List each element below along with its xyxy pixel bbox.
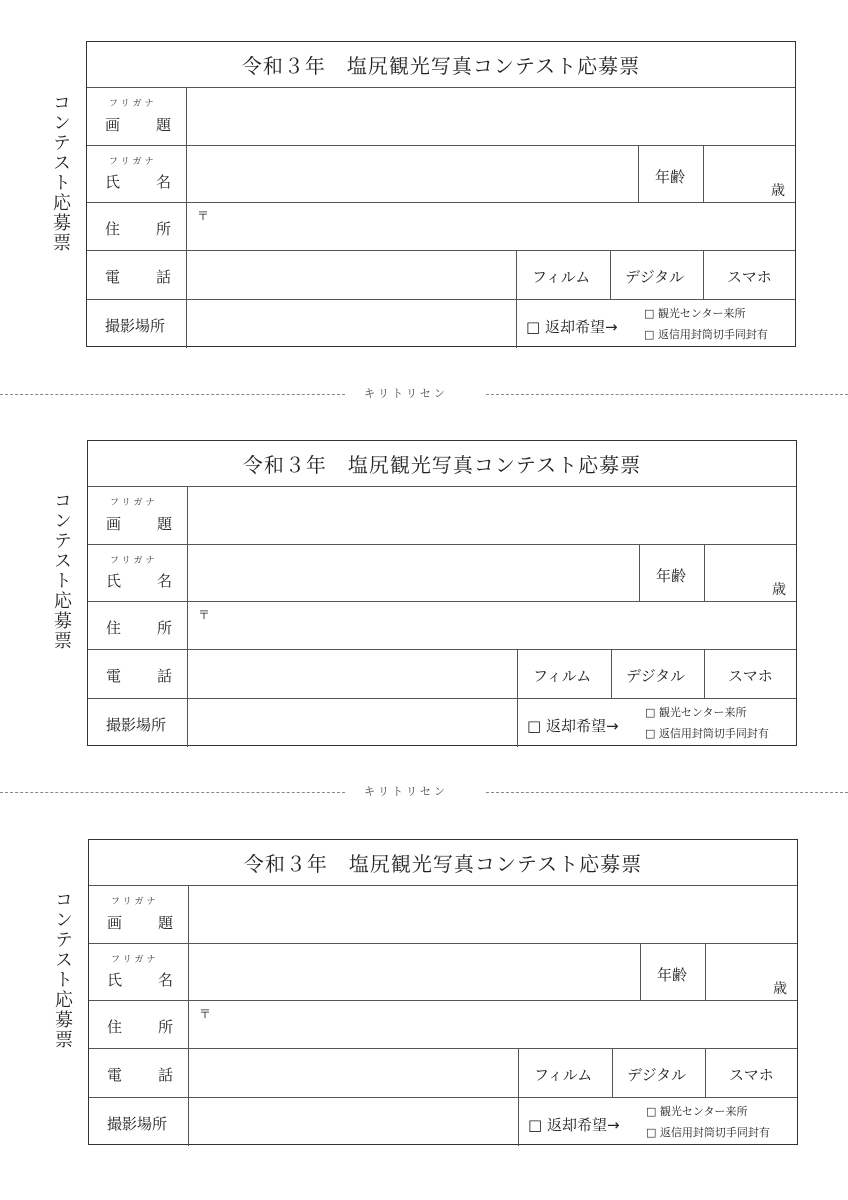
label-cell <box>89 886 189 943</box>
address-field[interactable] <box>189 1001 797 1048</box>
label-cell <box>87 88 187 145</box>
divider <box>516 251 517 299</box>
label-location: 撮影場所 <box>106 716 167 734</box>
label-location: 撮影場所 <box>105 317 166 335</box>
label-address: 住 所 <box>106 619 175 637</box>
label-cell <box>88 650 188 698</box>
age-label: 年齢 <box>657 966 688 984</box>
side-label-2: コンテスト応募票 <box>51 491 72 651</box>
media-option-smartphone[interactable]: スマホ <box>729 1066 774 1084</box>
name-field[interactable] <box>188 545 639 601</box>
cut-dash-left <box>0 394 345 395</box>
cut-line-2 <box>0 785 848 799</box>
location-field[interactable] <box>187 300 516 348</box>
label-cell <box>87 203 187 250</box>
divider <box>638 146 639 202</box>
label-title-field: 画 題 <box>107 914 176 932</box>
divider <box>639 545 640 601</box>
cut-dash-left <box>0 792 345 793</box>
row-name <box>87 145 795 202</box>
label-name: 氏 名 <box>105 173 174 191</box>
label-cell <box>89 1049 189 1097</box>
media-option-digital[interactable]: デジタル <box>625 268 685 286</box>
media-option-film[interactable]: フィルム <box>534 1066 593 1084</box>
form-title: 令和３年 塩尻観光写真コンテスト応募票 <box>241 54 641 78</box>
label-title-field: 画 題 <box>105 116 174 134</box>
return-request-checkbox[interactable]: □ 返却希望→ <box>527 717 619 735</box>
ruby-label: フリガナ <box>111 955 159 965</box>
return-request-checkbox[interactable]: □ 返却希望→ <box>526 318 618 336</box>
media-option-smartphone[interactable]: スマホ <box>727 268 772 286</box>
side-label-1: コンテスト応募票 <box>50 93 71 253</box>
label-cell <box>87 146 187 202</box>
entry-form-3 <box>88 839 798 1145</box>
return-request-checkbox[interactable]: □ 返却希望→ <box>528 1116 620 1134</box>
label-cell <box>89 944 189 1000</box>
postal-mark: 〒 <box>197 209 210 223</box>
media-option-smartphone[interactable]: スマホ <box>728 667 773 685</box>
cut-line-1 <box>0 387 848 401</box>
row-name <box>89 943 797 1000</box>
ruby-label: フリガナ <box>111 897 159 907</box>
label-name: 氏 名 <box>106 572 175 590</box>
cut-line-label: キリトリセン <box>364 785 448 798</box>
row-phone <box>89 1048 797 1097</box>
address-field[interactable] <box>188 602 796 649</box>
label-cell <box>89 1098 189 1146</box>
media-option-digital[interactable]: デジタル <box>627 1066 687 1084</box>
row-title-field <box>87 87 795 145</box>
side-label-3: コンテスト応募票 <box>52 890 73 1050</box>
age-unit: 歳 <box>773 981 787 997</box>
media-option-film[interactable]: フィルム <box>533 667 592 685</box>
return-option-visit[interactable]: □ 観光センター来所 <box>644 307 746 320</box>
divider <box>612 1049 613 1097</box>
return-option-visit[interactable]: □ 観光センター来所 <box>646 1105 748 1118</box>
phone-field[interactable] <box>189 1049 518 1097</box>
divider <box>611 650 612 698</box>
divider <box>517 650 518 698</box>
label-name: 氏 名 <box>107 971 176 989</box>
title-field[interactable] <box>189 886 797 943</box>
divider <box>517 699 518 747</box>
divider <box>610 251 611 299</box>
label-phone: 電 話 <box>105 268 174 286</box>
row-title-field <box>89 885 797 943</box>
ruby-label: フリガナ <box>110 556 158 566</box>
divider <box>640 944 641 1000</box>
ruby-label: フリガナ <box>109 99 157 109</box>
ruby-label: フリガナ <box>110 498 158 508</box>
label-cell <box>89 1001 189 1048</box>
label-cell <box>88 602 188 649</box>
row-name <box>88 544 796 601</box>
age-label: 年齢 <box>656 567 687 585</box>
cut-dash-right <box>486 394 848 395</box>
divider <box>704 650 705 698</box>
label-address: 住 所 <box>107 1018 176 1036</box>
row-phone <box>87 250 795 299</box>
name-field[interactable] <box>187 146 638 202</box>
label-phone: 電 話 <box>107 1066 176 1084</box>
age-label: 年齢 <box>655 168 686 186</box>
row-location <box>89 1097 797 1146</box>
label-phone: 電 話 <box>106 667 175 685</box>
ruby-label: フリガナ <box>109 157 157 167</box>
title-field[interactable] <box>187 88 795 145</box>
phone-field[interactable] <box>188 650 517 698</box>
entry-form-2 <box>87 440 797 746</box>
row-location <box>88 698 796 747</box>
address-field[interactable] <box>187 203 795 250</box>
row-address <box>89 1000 797 1048</box>
divider <box>518 1098 519 1146</box>
divider <box>705 1049 706 1097</box>
label-title-field: 画 題 <box>106 515 175 533</box>
location-field[interactable] <box>188 699 517 747</box>
row-address <box>88 601 796 649</box>
title-field[interactable] <box>188 487 796 544</box>
age-unit: 歳 <box>771 183 785 199</box>
label-cell <box>87 251 187 299</box>
label-cell <box>87 300 187 348</box>
divider <box>516 300 517 348</box>
row-title-field <box>88 486 796 544</box>
row-location <box>87 299 795 348</box>
label-cell <box>88 699 188 747</box>
cut-line-label: キリトリセン <box>364 387 448 400</box>
return-option-mail[interactable]: □ 返信用封筒切手同封有 <box>644 328 768 341</box>
label-cell <box>88 487 188 544</box>
row-address <box>87 202 795 250</box>
row-phone <box>88 649 796 698</box>
cut-dash-right <box>486 792 848 793</box>
divider <box>703 251 704 299</box>
label-address: 住 所 <box>105 220 174 238</box>
media-option-film[interactable]: フィルム <box>532 268 591 286</box>
postal-mark: 〒 <box>198 608 211 622</box>
age-unit: 歳 <box>772 582 786 598</box>
location-field[interactable] <box>189 1098 518 1146</box>
media-option-digital[interactable]: デジタル <box>626 667 686 685</box>
form-title: 令和３年 塩尻観光写真コンテスト応募票 <box>242 453 642 477</box>
return-option-mail[interactable]: □ 返信用封筒切手同封有 <box>646 1126 770 1139</box>
label-location: 撮影場所 <box>107 1115 168 1133</box>
postal-mark: 〒 <box>199 1007 212 1021</box>
phone-field[interactable] <box>187 251 516 299</box>
entry-form-1 <box>86 41 796 347</box>
divider <box>518 1049 519 1097</box>
label-cell <box>88 545 188 601</box>
name-field[interactable] <box>189 944 640 1000</box>
form-title: 令和３年 塩尻観光写真コンテスト応募票 <box>243 852 643 876</box>
return-option-mail[interactable]: □ 返信用封筒切手同封有 <box>645 727 769 740</box>
return-option-visit[interactable]: □ 観光センター来所 <box>645 706 747 719</box>
